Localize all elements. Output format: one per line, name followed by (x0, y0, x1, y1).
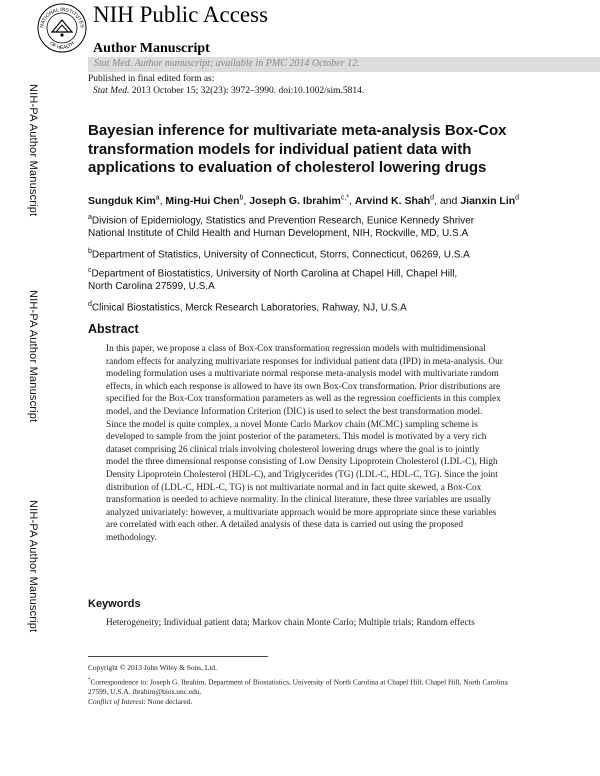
author: Ming-Hui Chen$^b$, (165, 194, 250, 207)
affiliation-d: $^d$Clinical Biostatistics, Merck Research Laboratories, Rahway, NJ, U.S.A (88, 301, 407, 314)
affiliation-c: $^c$Department of Biostatistics, University of North Carolina at Chapel Hill, Chapel Hill, North Carolina 27599, U.S.A (88, 267, 458, 293)
svg-text:OF HEALTH: OF HEALTH (48, 40, 76, 52)
copyright-note: Copyright © 2013 John Wiley & Sons, Ltd. (88, 663, 217, 672)
svg-text:NATIONAL INSTITUTES: NATIONAL INSTITUTES (39, 6, 85, 29)
citation-journal: Stat Med. (93, 86, 130, 96)
availability-text (94, 58, 360, 69)
availability-bar (88, 57, 600, 72)
author-manuscript-label: Author Manuscript (93, 41, 210, 56)
author: Joseph G. Ibrahim$^{c,*}$, (249, 194, 355, 207)
keywords-body: Heterogeneity; Individual patient data; Markov chain Monte Carlo; Multiple trials; Random effects (106, 618, 475, 628)
footnote-divider (88, 656, 268, 657)
bar-availability: Author manuscript; available in PMC 2014 October 12. (134, 58, 360, 69)
correspondence-note: *Correspondence to: Joseph G. Ibrahim, Department of Biostatistics, University of North Carolina at Chapel Hill, Chapel Hill, North Carolina 27599, U.S.A. ibrahim@bios.unc.edu. (88, 677, 508, 697)
conflict-note: Conflict of Interest: None declared. (88, 697, 193, 706)
author: Sungduk Kim$^a$, (88, 194, 166, 207)
published-in-label: Published in final edited form as: (88, 74, 215, 84)
nih-public-access-title: NIH Public Access (93, 2, 269, 27)
rail-label-2: NIH-PA Author Manuscript (27, 290, 39, 423)
rail-label-3: NIH-PA Author Manuscript (27, 500, 39, 633)
affiliation-b: $^b$Department of Statistics, University of Connecticut, Storrs, Connecticut, 06269, U.S.A (88, 248, 470, 261)
paper-title: Bayesian inference for multivariate meta-analysis Box-Cox transformation models for individual patient data with applications to evaluation of cholesterol lowering drugs (88, 122, 507, 176)
bar-journal: Stat Med. (94, 58, 133, 69)
author: Jianxin Lin$^d$ (460, 194, 520, 207)
citation (93, 86, 364, 96)
nih-seal-icon (36, 2, 88, 54)
keywords-heading: Keywords (88, 598, 141, 610)
abstract-body: In this paper, we propose a class of Box-Cox transformation regression models with multidimensional random effects for analyzing multivariate responses for individual patient data (IPD) in meta-analysis. Our modeling formulation uses a multivariate normal response meta-analysis model with multivariate random effects, in which each response is allowed to have its own Box-Cox transformation. Prior distributions are specified for the Box-Cox transformation parameters as well as the regression coefficients in this complex model, and the Deviance Information Criterion (DIC) is used to select the best transformation model. Since the model is quite complex, a novel Monte Carlo Markov chain (MCMC) sampling scheme is developed to sample from the joint posterior of the parameters. This model is motivated by a very rich dataset comprising 26 clinical trials involving cholesterol lowering drugs where the goal is to jointly model the three dimensional response consisting of Low Density Lipoprotein Cholesterol (LDL-C), High Density Lipoprotein Cholesterol (HDL-C), and Triglycerides (TG) (LDL-C, HDL-C, TG). Since the joint distribution of (LDL-C, HDL-C, TG) is not multivariate normal and in fact quite skewed, a Box-Cox transformation is needed to achieve normality. In the clinical literature, these three variables are usually analyzed univariately: however, a multivariate approach would be more appropriate since these variables are correlated with each other. A detailed analysis of these data is carried out using the proposed methodology. (106, 344, 503, 543)
nih-logo (36, 2, 88, 54)
author-list (88, 194, 588, 207)
affiliation-a: $^a$Division of Epidemiology, Statistics and Prevention Research, Eunice Kennedy Shriver National Institute of Child Health and Human Development, NIH, Rockville, MD, U.S.A (88, 214, 475, 240)
author: Arvind K. Shah$^d$, and (354, 194, 461, 207)
abstract-heading: Abstract (88, 322, 139, 336)
rail-label-1: NIH-PA Author Manuscript (27, 84, 39, 217)
citation-details: 2013 October 15; 32(23): 3972–3990. doi:10.1002/sim.5814. (131, 86, 365, 96)
